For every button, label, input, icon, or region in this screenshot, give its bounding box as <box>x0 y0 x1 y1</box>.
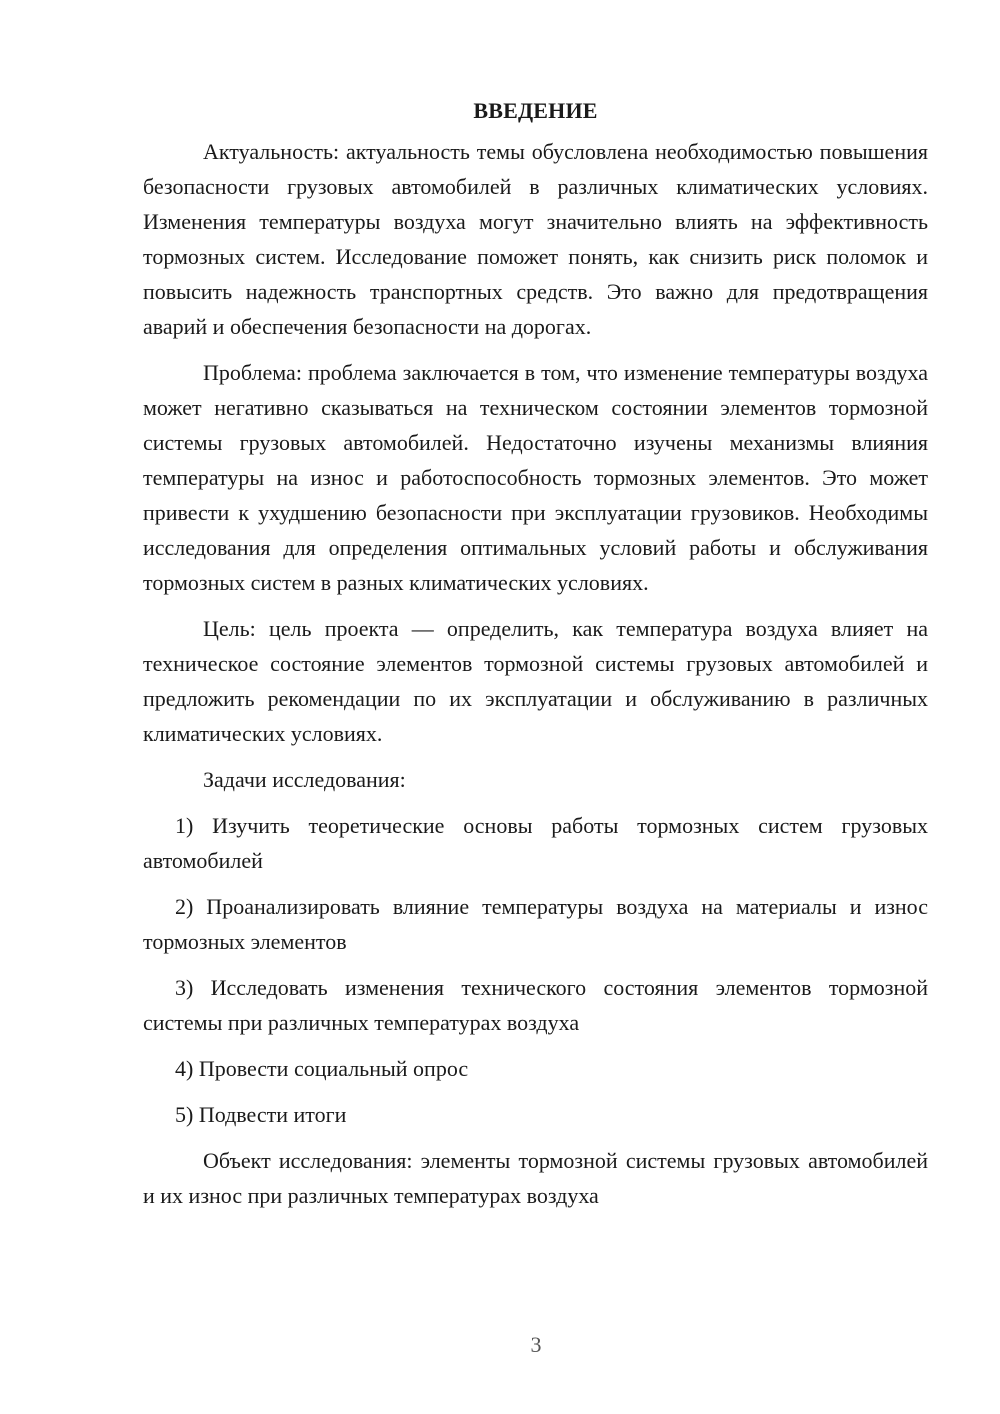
section-title: ВВЕДЕНИЕ <box>473 98 598 123</box>
object-paragraph: Объект исследования: элементы тормозной системы грузовых автомобилей и их износ при различных температурах воздуха <box>143 1148 928 1208</box>
list-item: 4) Провести социальный опрос <box>175 1056 469 1081</box>
problem-paragraph: Проблема: проблема заключается в том, что изменение температуры воздуха может негативно сказываться на техническом состоянии элементов тормозной системы грузовых автомобилей. Недостаточно изучены механизмы влияния температуры на износ и работоспособность тормозных элементов. Это может привести к ухудшению безопасности при эксплуатации грузовиков. Необходимы исследования для определения оптимальных условий работы и обслуживания тормозных систем в разных климатических условиях. <box>143 360 928 595</box>
goal-paragraph: Цель: цель проекта — определить, как температура воздуха влияет на техническое состояние элементов тормозной системы грузовых автомобилей и предложить рекомендации по их эксплуатации и обслуживанию в различных климатических условиях. <box>143 616 928 746</box>
list-item: 1) Изучить теоретические основы работы тормозных систем грузовых автомобилей <box>143 813 928 873</box>
list-item: 2) Проанализировать влияние температуры воздуха на материалы и износ тормозных элементов <box>143 894 928 954</box>
relevance-paragraph: Актуальность: актуальность темы обусловлена необходимостью повышения безопасности грузовых автомобилей в различных климатических условиях. Изменения температуры воздуха могут значительно влиять на эффективность тормозных систем. Исследование поможет понять, как снизить риск поломок и повысить надежность транспортных средств. Это важно для предотвращения аварий и обеспечения безопасности на дорогах. <box>143 139 928 339</box>
document-page <box>143 97 928 1224</box>
tasks-heading: Задачи исследования: <box>203 767 406 792</box>
list-item: 3) Исследовать изменения технического состояния элементов тормозной системы при различных температурах воздуха <box>143 975 928 1035</box>
list-item: 5) Подвести итоги <box>175 1102 347 1127</box>
tasks-list <box>143 808 928 1132</box>
page-number: 3 <box>530 1332 542 1357</box>
